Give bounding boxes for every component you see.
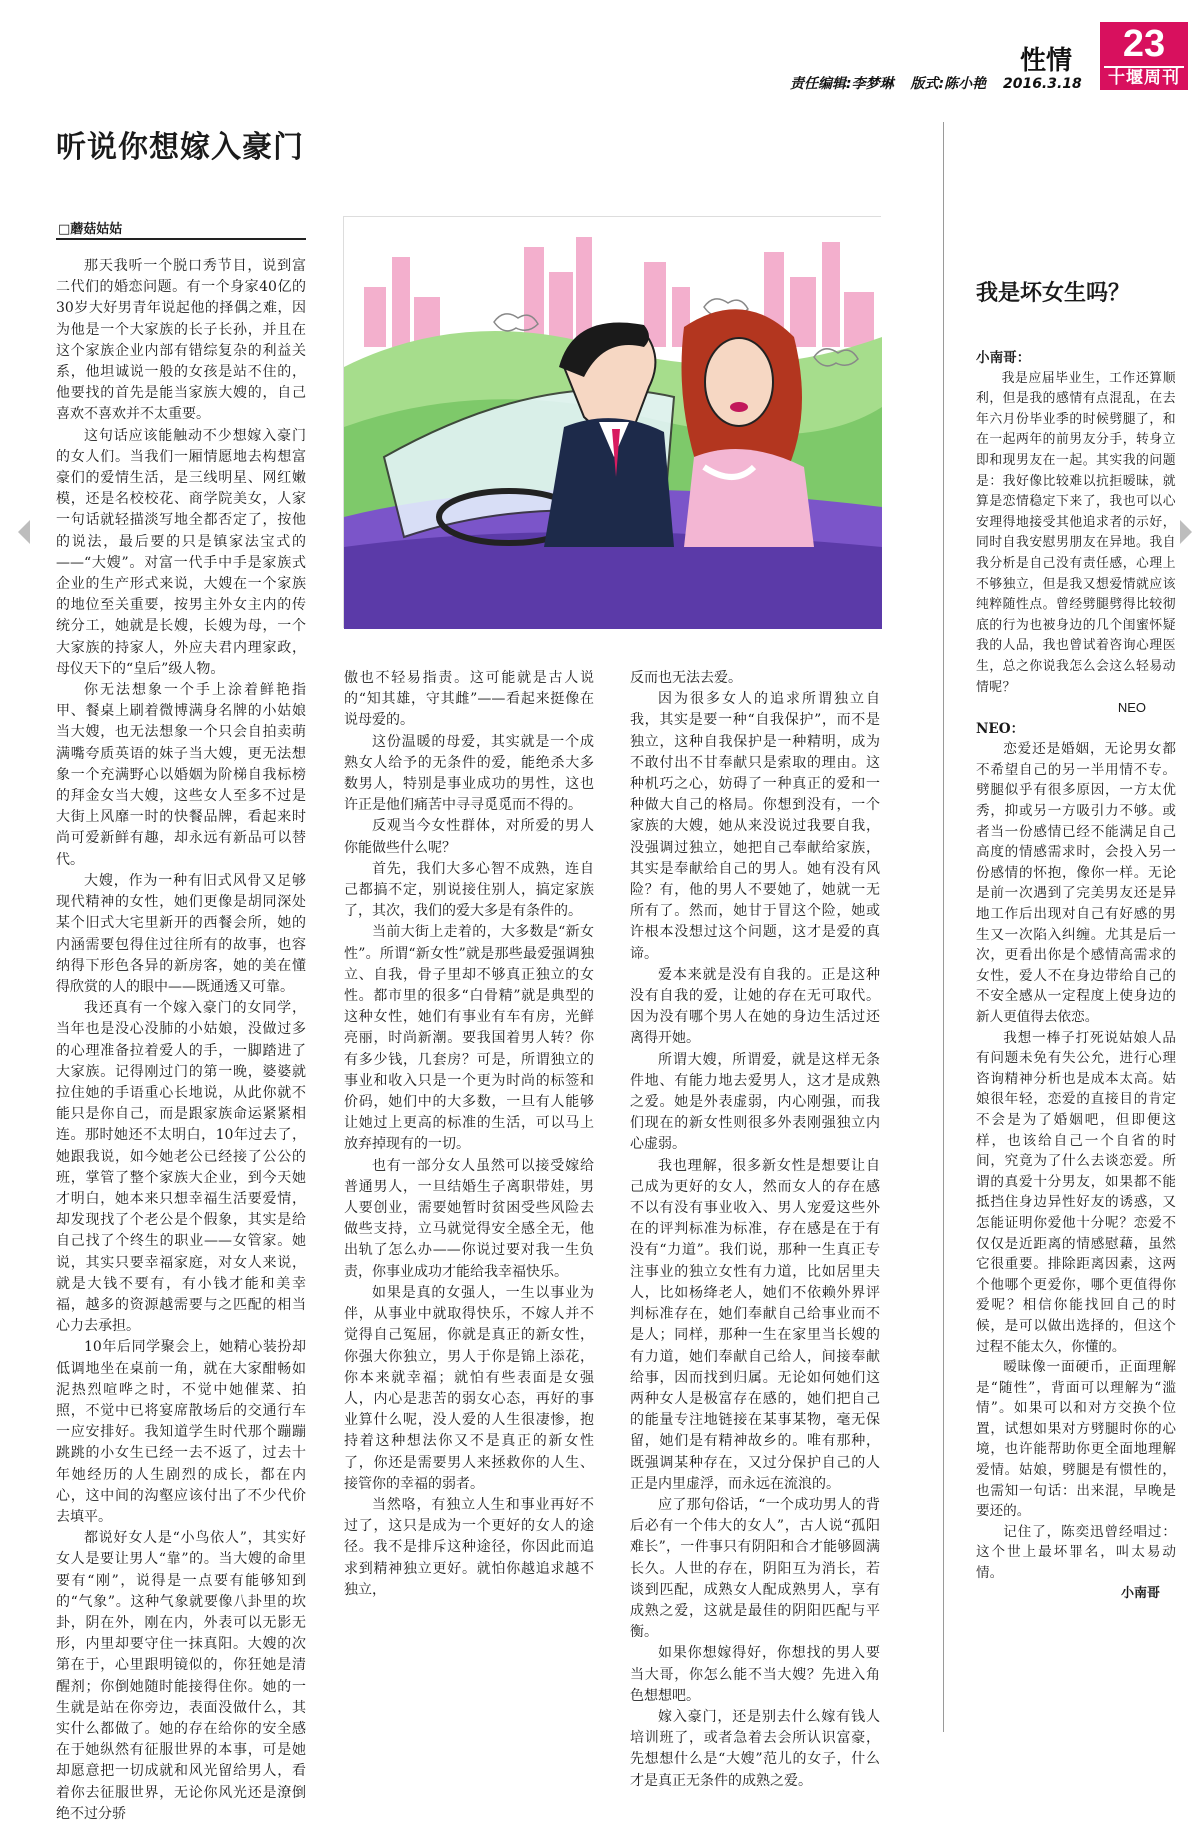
letter-salutation: 小南哥：	[976, 350, 1031, 366]
paragraph: 也有一部分女人虽然可以接受嫁给普通男人，一旦结婚生子离职带娃，男人要创业，需要她暂时贫困受些风险去做些支持，立马就觉得安全感全无，他出轨了怎么办——你说过要对我一生负责，你事业成功才能给我幸福快乐。	[344, 1157, 594, 1280]
paragraph: 傲也不轻易指责。这可能就是古人说的“知其雄，守其雌”——看起来挺像在说母爱的。	[344, 670, 594, 729]
reply-paragraph: 暧昧像一面硬币，正面理解是“随性”，背面可以理解为“滥情”。如果可以和对方交换个位置，试想如果对方劈腿时你的心境，也许能帮助你更全面地理解爱情。姑娘，劈腿是有惯性的，也需知一句话：出来混，早晚是要还的。	[976, 1359, 1176, 1520]
reply-salutation: NEO：	[976, 720, 1025, 737]
paragraph: 大嫂，作为一种有旧式风骨又足够现代精神的女性，她们更像是胡同深处某个旧式大宅里新开的西餐会所，她的内涵需要包得住过往所有的故事，也容纳得下形色各异的新房客，她的美在懂得欣赏的人的眼中——既通透又可靠。	[56, 872, 306, 995]
article-title: 听说你想嫁入豪门	[56, 130, 304, 165]
byline-rule	[56, 238, 306, 240]
column-divider	[943, 122, 944, 1732]
article-column-2	[344, 668, 594, 1738]
sidebar-title: 我是坏女生吗？	[976, 280, 1131, 306]
paragraph: 如果你想嫁得好，你想找的男人要当大哥，你怎么能不当大嫂？先进入角色想想吧。	[630, 1645, 880, 1704]
page-number: 23	[1122, 23, 1166, 65]
page-number-badge	[1100, 22, 1188, 90]
paragraph: 我还真有一个嫁入豪门的女同学，当年也是没心没肺的小姑娘，没做过多的心理准备拉着爱人的手，一脚踏进了大家族。记得刚过门的第一晚，婆婆就拉住她的手语重心长地说，从此你就不能只是你自己，而是跟家族命运紧紧相连。那时她还不太明白，10年过去了，她跟我说，如今她老公已经接了公公的班，掌管了整个家族大企业，到今天她才明白，她本来只想幸福生活要爱情，却发现找了个老公是个假象，其实是给自己找了个终生的职业——女管家。她说，其实只要幸福家庭，对女人来说，就是大钱不要有，有小钱才能和美幸福，越多的资源越需要与之匹配的相当心力去承担。	[56, 1000, 306, 1335]
reply-paragraph: 记住了，陈奕迅曾经唱过：这个世上最坏罪名，叫太易动情。	[976, 1523, 1176, 1582]
paragraph: 反而也无法去爱。	[630, 670, 742, 686]
paragraph: 所谓大嫂，所谓爱，就是这样无条件地、有能力地去爱男人，这才是成熟之爱。她是外表虚弱，内心刚强，而我们现在的新女性则很多外表刚强独立内心虚弱。	[630, 1051, 880, 1153]
sidebar-column	[976, 348, 1176, 1738]
layout-credit: 版式:陈小艳	[910, 76, 987, 92]
paragraph: 都说好女人是“小鸟依人”，其实好女人是要让男人“靠”的。当大嫂的命里要有“刚”，说得是一点要有能够知到的“气象”。这种气象就要像八卦里的坎卦，阴在外，刚在内，外表可以无影无形，内里却要守住一抹真阳。大嫂的次第在于，心里跟明镜似的，你狂她是清醒剂；你倒她随时能接得住你。她的一生就是站在你旁边，表面没做什么，其实什么都做了。她的存在给你的安全感在于她纵然有征服世界的本事，可是她却愿意把一切成就和风光留给男人，看着你去征服世界，无论你风光还是潦倒绝不过分骄	[56, 1530, 306, 1822]
reply-signature: 小南哥	[1120, 1585, 1160, 1601]
paragraph: 你无法想象一个手上涂着鲜艳指甲、餐桌上刷着微博满身名牌的小姑娘当大嫂，也无法想象一个只会自拍卖萌满嘴夸质英语的妹子当大嫂，更无法想象一个充满野心以婚姻为阶梯自我标榜的拜金女当大嫂，这些女人至多不过是大街上风靡一时的快餐品牌，看起来时尚可爱新鲜有趣，却永远有新品可以替代。	[56, 682, 306, 868]
paragraph: 当然咯，有独立人生和事业再好不过了，这只是成为一个更好的女人的途径。我不是排斥这种途径，你因此而追求到精神独立更好。就怕你越追求越不独立，	[344, 1496, 594, 1598]
next-page-arrow-icon[interactable]	[1180, 520, 1192, 544]
article-illustration	[343, 216, 881, 628]
paragraph: 那天我听一个脱口秀节目，说到富二代们的婚恋问题。有一个身家40亿的30岁大好男青年说起他的择偶之难，因为他是一个大家族的长子长孙，并且在这个家族企业内部有错综复杂的利益关系，他坦诚说一般的女孩是站不住的，他要找的首先是能当家族大嫂的，自己喜欢不喜欢并不太重要。	[56, 258, 306, 423]
paragraph: 嫁入豪门，还是别去什么嫁有钱人培训班了，或者急着去会所认识富豪，先想想什么是“大嫂”范儿的女子，什么才是真正无条件的成熟之爱。	[630, 1708, 880, 1789]
paragraph: 应了那句俗话，“一个成功男人的背后必有一个伟大的女人”，古人说“孤阳难长”，一件事只有阴阳和合才能够圆满长久。人世的存在，阴阳互为消长，若谈到匹配，成熟女人配成熟男人，享有成熟之爱，这就是最佳的阴阳匹配与平衡。	[630, 1496, 880, 1641]
paragraph: 反观当今女性群体，对所爱的男人你能做些什么呢？	[344, 818, 594, 856]
paragraph: 我也理解，很多新女性是想要让自己成为更好的女人，然而女人的存在感不以有没有事业收入、男人宠爱这些外在的评判标准为标准，存在感是在于有没有“力道”。我们说，那种一生真正专注事业的独立女性有力道，比如居里夫人，比如杨绛老人，她们不依赖外界评判标准存在，她们奉献自己给事业而不是人；同样，那种一生在家里当长嫂的有力道，她们奉献自己给人，间接奉献给事，因而找到归属。无论如何她们这两种女人是极富存在感的，她们把自己的能量专注地链接在某事某物，毫无保留，她们是有精神故乡的。唯有那种，既强调某种存在，又过分保护自己的人正是内里虚浮，而永远在流浪的。	[630, 1157, 880, 1492]
paper-name: 十堰周刊	[1104, 66, 1184, 88]
article-column-1	[56, 256, 306, 1822]
letter-signature: NEO	[1117, 700, 1146, 716]
letter-paragraph: 我是应届毕业生，工作还算顺利，但是我的感情有点混乱，在去年六月份毕业季的时候劈腿了，和在一起两年的前男友分手，转身立即和现男友在一起。其实我的问题是：我好像比较难以抗拒暧昧，就算是恋情稳定下来了，我也可以心安理得地接受其他追求者的示好，同时自我安慰男朋友在异地。我自我分析是自己没有责任感，心理上不够独立，但是我又想爱情就应该纯粹随性点。曾经劈腿劈得比较彻底的行为也被身边的几个闺蜜怀疑我的人品，我也曾试着咨询心理医生，总之你说我怎么会这么轻易动情呢？	[976, 370, 1176, 695]
paragraph: 首先，我们大多心智不成熟，连自己都搞不定，别说接住别人，搞定家族了，其次，我们的爱大多是有条件的。	[344, 860, 594, 920]
paragraph: 如果是真的女强人，一生以事业为伴，从事业中就取得快乐，不嫁人并不觉得自己冤屈，你就是真正的新女性，你强大你独立，男人于你是锦上添花，你本来就幸福；就怕有些表面是女强人，内心是悲苦的弱女心态，再好的事业算什么呢，没人爱的人生很凄惨，抱持着这种想法你又不是真正的新女性了，你还是需要男人来拯救你的人生、接管你的幸福的弱者。	[344, 1284, 594, 1492]
reply-paragraph: 恋爱还是婚姻，无论男女都不希望自己的另一半用情不专。劈腿似乎有很多原因，一方太优秀，抑或另一方吸引力不够。或者当一份感情已经不能满足自己高度的情感需求时，会投入另一份感情的怀抱，像你一样。无论是前一次遇到了完美男友还是异地工作后出现对自己有好感的男生又一次陷入纠缠。尤其是后一次，更看出你是个感情高需求的女性，爱人不在身边带给自己的不安全感从一定程度上使身边的新人更值得去依恋。	[976, 741, 1176, 1025]
article-column-3	[630, 668, 880, 1789]
article-byline: □蘑菇姑姑	[58, 222, 123, 237]
paragraph: 这份温暖的母爱，其实就是一个成熟女人给予的无条件的爱，能绝杀大多数男人，特别是事业成功的男性，这也许正是他们痛苦中寻寻觅觅而不得的。	[344, 733, 594, 814]
issue-date: 2016.3.18	[1002, 76, 1082, 92]
reply-paragraph: 我想一棒子打死说姑娘人品有问题未免有失公允，进行心理咨询精神分析也是成本太高。姑娘很年轻，恋爱的直接目的肯定不会是为了婚姻吧，但即便这样，也该给自己一个自省的时间，究竟为了什么去谈恋爱。所谓的真爱十分男友，如果都不能抵挡住身边异性好友的诱惑，又怎能证明你爱他十分呢？恋爱不仅仅是近距离的情感慰藉，虽然它很重要。排除距离因素，这两个他哪个更爱你，哪个更值得你爱呢？相信你能找回自己的时候，是可以做出选择的，但这个过程不能太久，你懂的。	[976, 1029, 1176, 1355]
editor-credit: 责任编辑:李梦琳	[790, 76, 894, 92]
paragraph: 当前大街上走着的，大多数是“新女性”。所谓“新女性”就是那些最爱强调独立、自我，骨子里却不够真正独立的女性。都市里的很多“白骨精”就是典型的这种女性，她们有事业有车有房，光鲜亮丽，时尚新潮。要我国着男人转？你有多少钱，几套房？可是，所谓独立的事业和收入只是一个更为时尚的标签和价码，她们中的大多数，一旦有人能够让她过上更高的标准的生活，可以马上放弃掉现有的一切。	[344, 924, 594, 1153]
credits-line	[790, 73, 1094, 93]
section-title: 性情	[1020, 46, 1073, 76]
paragraph: 10年后同学聚会上，她精心装扮却低调地坐在桌前一角，就在大家酣畅如泥热烈喧哗之时，不觉中她催菜、拍照，不觉中已将宴席散场后的交通行车一应安排好。我知道学生时代那个蹦蹦跳跳的小女生已经一去不返了，过去十年她经历的人生剧烈的成长，都在内心，这中间的沟壑应该付出了不少代价去填平。	[56, 1339, 306, 1525]
paragraph: 因为很多女人的追求所谓独立自我，其实是要一种“自我保护”，而不是独立，这种自我保护是一种精明，成为不敢付出不甘奉献只是索取的理由。这种机巧之心，妨碍了一种真正的爱和一种做大自己的格局。你想到没有，一个家族的大嫂，她从来没说过我要自我，没强调过独立，她把自己奉献给家族，其实是奉献给自己的男人。她有没有风险？有，他的男人不要她了，她就一无所有了。然而，她甘于冒这个险，她或许根本没想过这个问题，这才是爱的真谛。	[630, 691, 880, 962]
paragraph: 爱本来就是没有自我的。正是这种没有自我的爱，让她的存在无可取代。因为没有哪个男人在她的身边生活过还离得开她。	[630, 966, 880, 1047]
paragraph: 这句话应该能触动不少想嫁入豪门的女人们。当我们一厢情愿地去构想富豪们的爱情生活，是三线明星、网红嫩模，还是名校校花、商学院美女，人家一句话就轻描淡写地全都否定了，按他的说法，最后要的只是镇家法宝式的——“大嫂”。对富一代手中手是家族式企业的生产形式来说，大嫂在一个家族的地位至关重要，按男主外女主内的传统分工，她就是长嫂，长嫂为母，一个大家族的持家人，外应夫君内理家政，母仪天下的“皇后”级人物。	[56, 427, 306, 677]
prev-page-arrow-icon[interactable]	[18, 520, 30, 544]
